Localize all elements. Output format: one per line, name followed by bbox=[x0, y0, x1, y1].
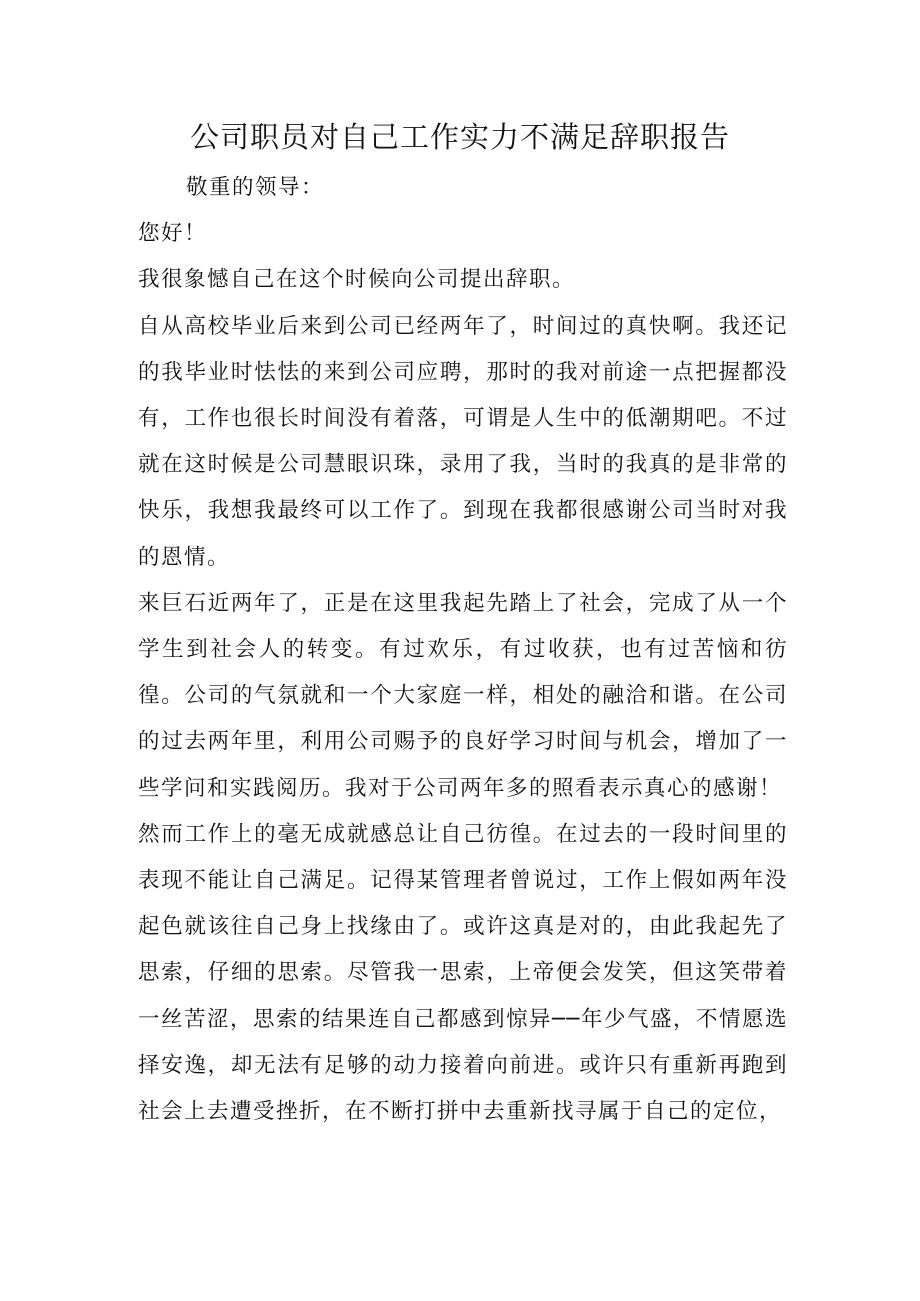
greeting: 您好！ bbox=[138, 221, 208, 247]
document-title: 公司职员对自己工作实力不满足辞职报告 bbox=[189, 120, 730, 154]
document-body bbox=[138, 165, 788, 1135]
paragraph-2: 自从高校毕业后来到公司已经两年了，时间过的真快啊。我还记的我毕业时怯怯的来到公司应聘，那时的我对前途一点把握都没有，工作也很长时间没有着落，可谓是人生中的低潮期吧。不过就在这时候是公司慧眼识珠，录用了我，当时的我真的是非常的快乐，我想我最终可以工作了。到现在我都很感谢公司当时对我的恩情。 bbox=[138, 313, 788, 570]
salutation: 敬重的领导： bbox=[186, 175, 325, 200]
paragraph-3: 来巨石近两年了，正是在这里我起先踏上了社会，完成了从一个学生到社会人的转变。有过欢乐，有过收获，也有过苦恼和彷徨。公司的气氛就和一个大家庭一样，相处的融洽和谐。在公司的过去两年里，利用公司赐予的良好学习时间与机会，增加了一些学问和实践阅历。我对于公司两年多的照看表示真心的感谢！ bbox=[138, 590, 788, 801]
paragraph-1: 我很象憾自己在这个时候向公司提出辞职。 bbox=[138, 267, 576, 293]
paragraph-4: 然而工作上的毫无成就感总让自己彷徨。在过去的一段时间里的表现不能让自己满足。记得某管理者曾说过，工作上假如两年没起色就该往自己身上找缘由了。或许这真是对的，由此我起先了思索，仔细的思索。尽管我一思索，上帝便会发笑，但这笑带着一丝苦涩，思索的结果连自己都感到惊异──年少气盛，不情愿选择安逸，却无法有足够的动力接着向前进。或许只有重新再跑到社会上去遭受挫折，在不断打拼中去重新找寻属于自己的定位， bbox=[138, 821, 788, 1125]
